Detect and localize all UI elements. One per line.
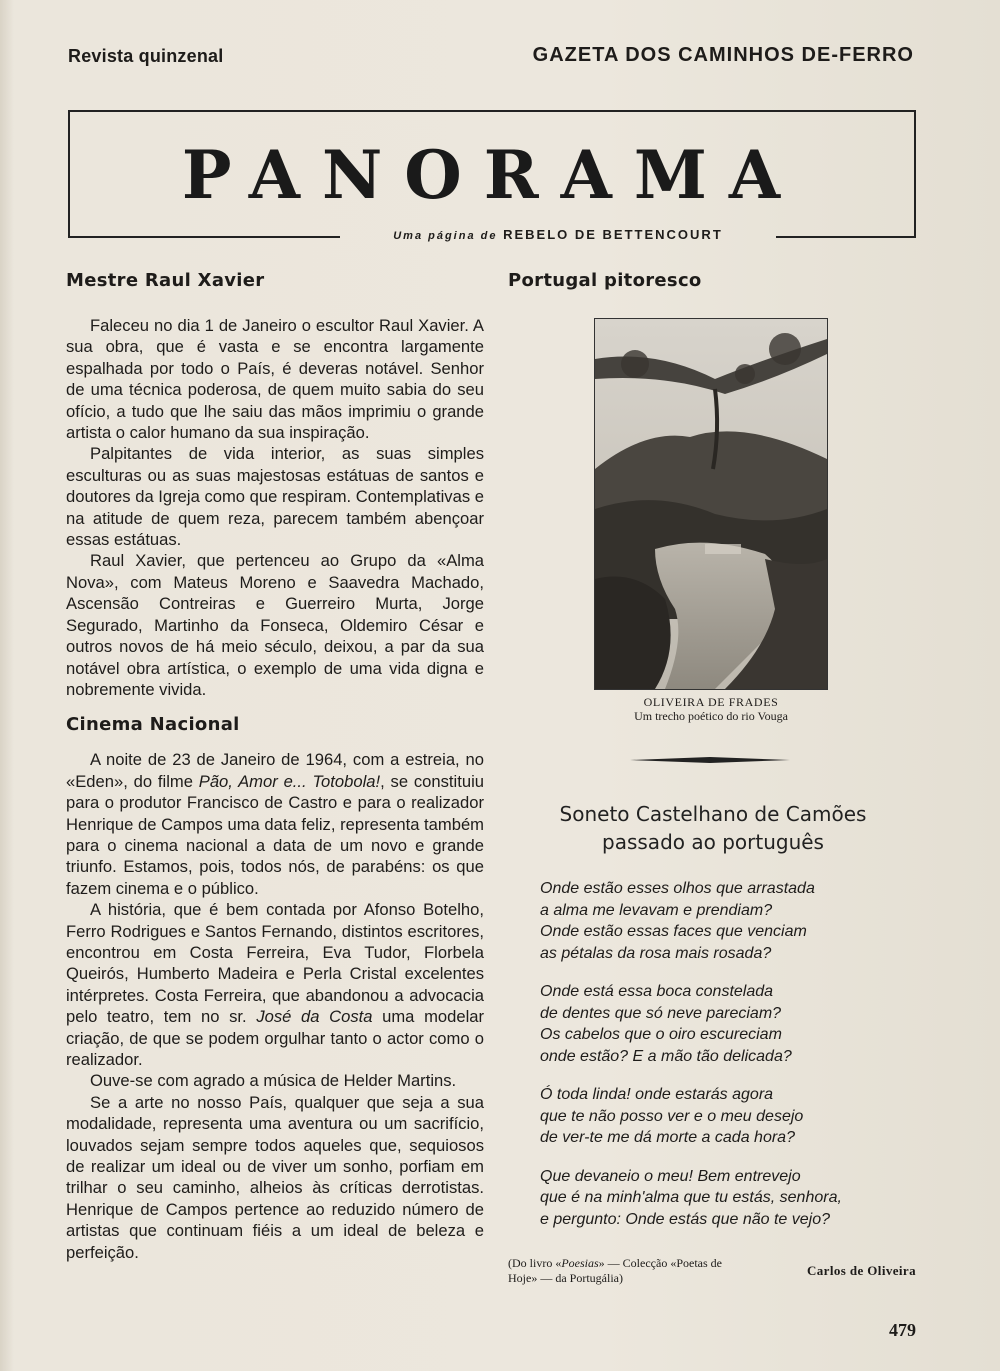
text-run: » — Colecção «Poetas de Hoje» — da Portugália) [508,1256,722,1285]
article-paragraph: Faleceu no dia 1 de Janeiro o escultor Raul Xavier. A sua obra, que é vasta e se encontra largamente espalhada por todo o País, é deveras notável. Senhor de uma técnica poderosa, de quem muito sabia do seu ofício, a tudo que lhe saiu das mãos imprimiu o grande artista o calor humano da sua inspiração. [66,316,484,443]
photo-caption-subtitle: Um trecho poético do rio Vouga [634,709,788,723]
text-run: , se constituiu para o produtor Francisco de Castro e para o realizador Henrique de Campos uma data feliz, representa também para o cinema nacional a data de um novo e grande triunfo. Estamos, pois, todos nós, de parabéns: os que fazem cinema e o público. [66,771,484,898]
banner-rule-right [776,236,916,238]
stanza [540,981,920,1067]
verse-line: e pergunto: Onde estás que não te vejo? [540,1210,830,1228]
section-heading-portugal-pitoresco: Portugal pitoresco [508,270,702,291]
verse-line: Os cabelos que o oiro escureciam [540,1026,782,1043]
photo-caption-title: OLIVEIRA DE FRADES [643,695,779,709]
banner-byline [340,227,776,242]
byline-author: REBELO DE BETTENCOURT [503,227,723,242]
byline-prefix: Uma página de [393,230,498,242]
river-landscape-photo [594,318,828,690]
article-paragraph: Ouve-se com agrado a música de Helder Martins. [90,1071,457,1091]
film-title: Pão, Amor e... Totobola! [198,771,381,791]
verse-line: de dentes que só neve pareciam? [540,1004,782,1022]
verse-line: Onde está essa boca constelada [540,983,774,1000]
cinema-article [66,749,484,1263]
stanza [540,1084,920,1149]
magazine-frequency: Revista quinzenal [68,46,224,66]
article-paragraph [66,749,484,899]
text-run: A noite de 23 de Janeiro de 1964, com a estreia, no «Eden», do filme [66,750,484,791]
raul-xavier-article [66,315,484,700]
page-number: 479 [889,1320,916,1340]
article-paragraph [66,899,484,1070]
sonnet-source-note [508,1256,728,1286]
section-heading-raul-xavier: Mestre Raul Xavier [66,270,265,291]
verse-line: que é na minh'alma que tu estás, senhora, [540,1189,842,1206]
article-paragraph: Palpitantes de vida interior, as suas simples esculturas ou as suas majestosas estátuas de santos e doutores da Igreja como que respiram. Contemplativas e na atitude de quem reza, parecem também abençoar essas estátuas. [66,444,484,550]
stanza [540,1166,920,1231]
stanza [540,878,920,964]
article-paragraph: Raul Xavier, que pertenceu ao Grupo da «Alma Nova», com Mateus Moreno e Saavedra Machado, Ascensão Contreiras e Guerreiro Murta, Jorge Segurado, Martinho da Fonseca, Oldemiro César e outros novos de há meio século, deixou, a par da sua notável obra artística, o exemplo de uma vida digna e nobremente vivida. [66,551,484,699]
verse-line: onde estão? E a mão tão delicada? [540,1047,792,1065]
verse-line: Onde estão esses olhos que arrastada [540,880,815,897]
verse-line: Que devaneio o meu! Bem entrevejo [540,1167,801,1185]
panorama-banner-frame [68,110,916,238]
sonnet-title-line: Soneto Castelhano de Camões [559,802,867,826]
text-run: (Do livro « [508,1256,562,1270]
right-column-heading-wrap [508,270,918,291]
sonnet-verses [540,878,920,1247]
text-run: A história, que é bem contada por Afonso Botelho, Ferro Rodrigues e Santos Fernando, distintos escritores, encontrou em Costa Ferreira, Eva Tudor, Florbela Queirós, Humberto Madeira e Perla Cristal excelentes intérpretes. Costa Ferreira, que abandonou a advocacia pelo teatro, tem no sr. [66,900,484,1027]
article-paragraph: Se a arte no nosso País, qualquer que seja a sua modalidade, representa uma aventura ou um sacrifício, louvados sejam sempre todos aqueles que, sequiosos de realizar um ideal ou de viver um sonho, porfiam em trilhar o seu caminho, alheios às críticas derrotistas. Henrique de Campos pertence ao reduzido número de artistas que continuam fiéis a um ideal de beleza e perfeição. [66,1092,484,1262]
verse-line: Onde estão essas faces que venciam [540,923,807,940]
photo-illustration [595,319,827,689]
text-run: uma modelar criação, de que se podem orgulhar tanto o actor como o realizador. [66,1007,485,1069]
sonnet-title-line: passado ao português [602,830,824,854]
verse-line: a alma me levavam e prendiam? [540,901,773,919]
magazine-title: GAZETA DOS CAMINHOS DE-FERRO [532,44,914,66]
ornamental-divider [630,756,790,764]
banner-rule-left [68,236,340,238]
verse-line: Ó toda linda! onde estarás agora [540,1086,774,1103]
verse-line: as pétalas da rosa mais rosada? [540,944,772,962]
translator-name: Carlos de Oliveira [806,1263,916,1278]
book-title: Poesias [561,1256,599,1270]
role-name: José da Costa [256,1007,373,1027]
left-column [66,270,484,1263]
panorama-title: PANORAMA [181,136,803,214]
section-heading-cinema: Cinema Nacional [66,714,240,736]
verse-line: de ver-te me dá morte a cada hora? [540,1129,795,1146]
sonnet-title [508,800,918,856]
verse-line: que te não posso ver e o meu desejo [540,1107,804,1125]
